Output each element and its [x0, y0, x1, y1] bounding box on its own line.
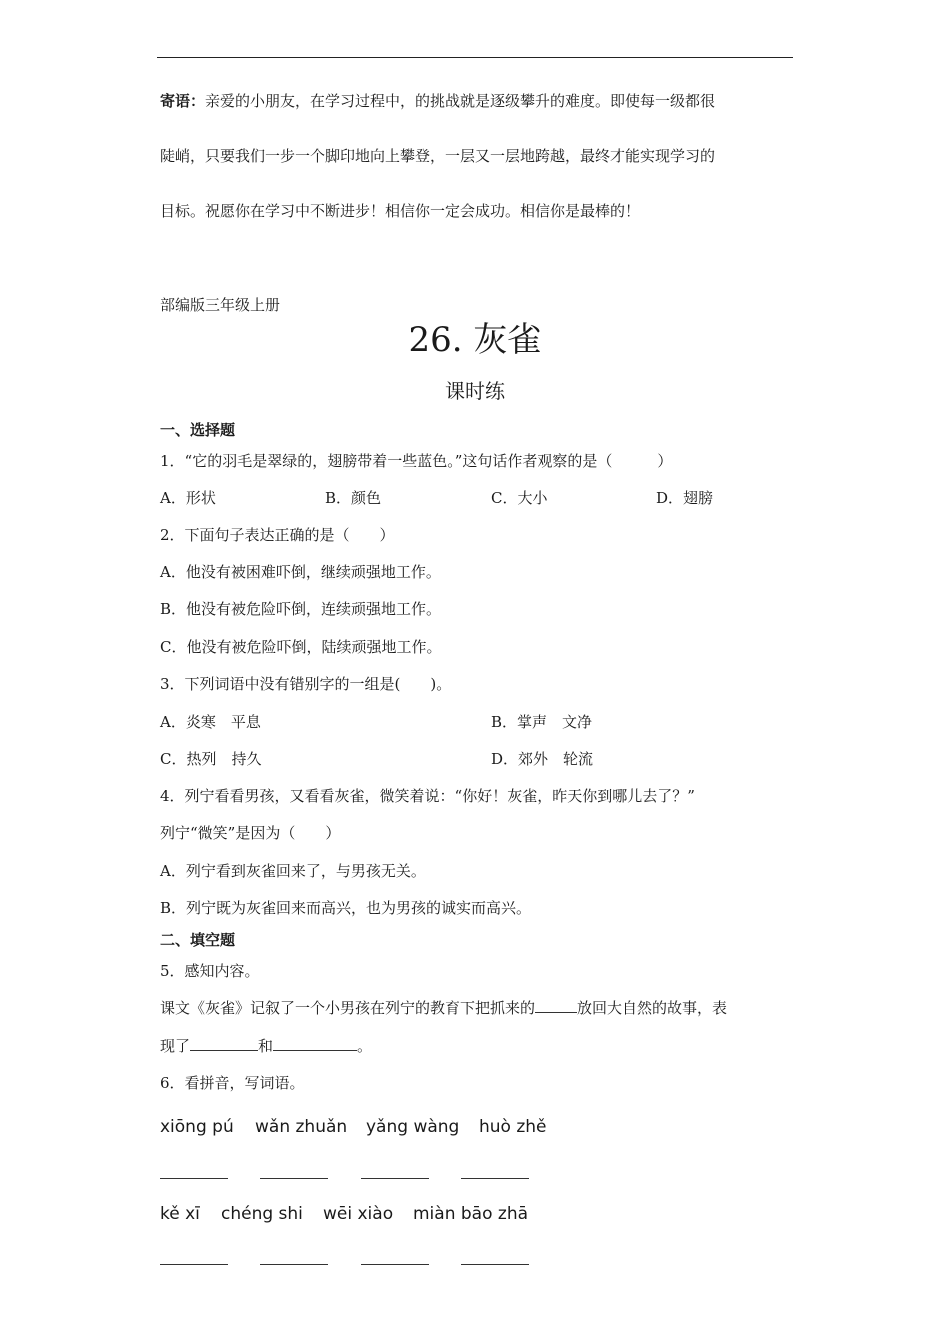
q3-stem: 3．下列词语中没有错别字的一组是( )。 [160, 675, 452, 693]
q5-line-2 [160, 1036, 372, 1056]
edition-label: 部编版三年级上册 [160, 296, 281, 314]
q5-text-2c: 。 [357, 1037, 373, 1055]
q5-text-2b: 和 [258, 1037, 274, 1055]
answer-blank[interactable] [461, 1178, 529, 1179]
q4-option-a: A．列宁看到灰雀回来了，与男孩无关。 [160, 862, 426, 880]
q5-stem: 5．感知内容。 [160, 962, 260, 980]
section-heading-fill: 二、填空题 [160, 931, 236, 949]
answer-blank[interactable] [260, 1178, 328, 1179]
q4-option-b: B．列宁既为灰雀回来而高兴，也为男孩的诚实而高兴。 [160, 899, 532, 917]
message-text-1: 亲爱的小朋友，在学习过程中，的挑战就是逐级攀升的难度。即使每一级都很 [205, 92, 716, 110]
q1-stem: 1．“它的羽毛是翠绿的，翅膀带着一些蓝色。”这句话作者观察的是（ ） [160, 452, 673, 470]
message-line-2: 陡峭，只要我们一步一个脚印地向上攀登，一层又一层地跨越，最终才能实现学习的 [160, 147, 716, 165]
q5-blank-2[interactable] [190, 1036, 258, 1051]
q5-text-2a: 现了 [160, 1037, 191, 1055]
q5-text-1a: 课文《灰雀》记叙了一个小男孩在列宁的教育下把抓来的 [160, 999, 536, 1017]
pinyin-2: wǎn zhuǎn [255, 1117, 348, 1137]
pinyin-1: xiōng pú [160, 1117, 234, 1137]
pinyin-8: miàn bāo zhā [413, 1204, 529, 1224]
header-rule [157, 57, 793, 58]
q4-stem-line-1: 4．列宁看看男孩，又看看灰雀，微笑着说：“你好！灰雀，昨天你到哪儿去了？” [160, 787, 695, 805]
page-subtitle: 课时练 [445, 379, 505, 403]
q1-option-a: A．形状 [160, 489, 216, 507]
answer-blank[interactable] [160, 1178, 228, 1179]
q1-option-d: D．翅膀 [656, 489, 714, 507]
answer-blank[interactable] [361, 1178, 429, 1179]
q6-stem: 6．看拼音，写词语。 [160, 1074, 305, 1092]
answer-blank[interactable] [260, 1264, 328, 1265]
answer-blank[interactable] [361, 1264, 429, 1265]
answer-blank[interactable] [160, 1264, 228, 1265]
pinyin-3: yǎng wàng [366, 1117, 460, 1137]
section-heading-choice: 一、选择题 [160, 421, 236, 439]
pinyin-4: huò zhě [479, 1117, 547, 1137]
message-line-3: 目标。祝愿你在学习中不断进步！相信你一定会成功。相信你是最棒的！ [160, 202, 641, 220]
q2-option-a: A．他没有被困难吓倒，继续顽强地工作。 [160, 563, 441, 581]
q1-option-c: C．大小 [491, 489, 548, 507]
q3-option-a: A．炎寒 平息 [160, 713, 261, 731]
q5-blank-1[interactable] [535, 998, 577, 1013]
q2-option-b: B．他没有被危险吓倒，连续顽强地工作。 [160, 600, 442, 618]
page-title: 26. 灰雀 [408, 320, 542, 360]
message-label: 寄语： [160, 92, 206, 110]
message-line-1 [160, 91, 800, 111]
q5-text-1b: 放回大自然的故事，表 [577, 999, 728, 1017]
q3-option-b: B．掌声 文净 [491, 713, 593, 731]
q4-stem-line-2: 列宁“微笑”是因为（ ） [160, 824, 341, 842]
answer-blank[interactable] [461, 1264, 529, 1265]
q3-option-c: C．热列 持久 [160, 750, 262, 768]
q5-line-1 [160, 998, 727, 1018]
q5-blank-3[interactable] [273, 1036, 357, 1051]
q2-stem: 2．下面句子表达正确的是（ ） [160, 526, 395, 544]
q3-option-d: D．郊外 轮流 [491, 750, 594, 768]
q2-option-c: C．他没有被危险吓倒，陆续顽强地工作。 [160, 638, 442, 656]
q1-option-b: B．颜色 [325, 489, 382, 507]
pinyin-5: kě xī [160, 1204, 200, 1224]
pinyin-6: chéng shi [221, 1204, 303, 1224]
pinyin-7: wēi xiào [323, 1204, 394, 1224]
